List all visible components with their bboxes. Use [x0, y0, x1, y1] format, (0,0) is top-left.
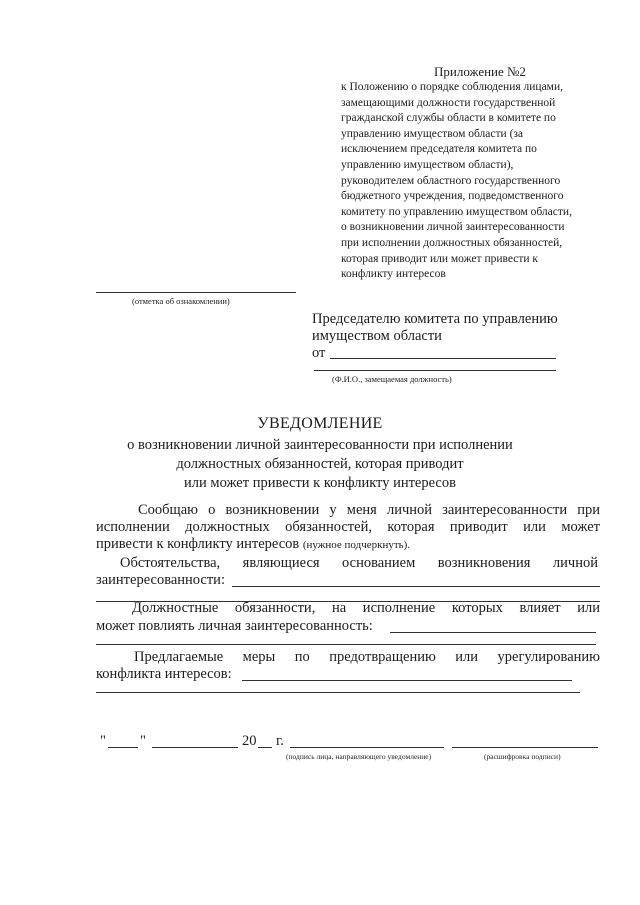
from-label: от [312, 345, 326, 361]
appendix-line: конфликту интересов [341, 268, 446, 281]
appendix-line: к Положению о порядке соблюдения лицами, [341, 81, 563, 93]
ack-line [96, 292, 296, 293]
p3-field-2 [96, 644, 596, 645]
appendix-title: Приложение №2 [434, 64, 526, 79]
addressee-line2: имуществом области [312, 328, 442, 344]
subtitle-line: о возникновении личной заинтересованности при исполнении [127, 437, 513, 453]
ack-caption: (отметка об ознакомлении) [132, 296, 230, 306]
appendix-line: о возникновении личной заинтересованности [341, 221, 565, 234]
appendix-line: при исполнении должностных обязанностей, [341, 236, 563, 249]
addressee-line1: Председателю комитета по управлению [312, 311, 558, 327]
signature-field [290, 747, 444, 748]
appendix-line: замещающими должности государственной [341, 96, 556, 109]
notice-title: УВЕДОМЛЕНИЕ [257, 415, 383, 432]
p4-field [242, 680, 572, 681]
appendix-line: управлению имуществом области (за [341, 127, 524, 140]
subtitle-line: или может привести к конфликту интересов [184, 475, 456, 491]
from-field-2 [314, 370, 556, 371]
p4-line2: конфликта интересов: [96, 666, 232, 682]
p2-line1: Обстоятельства, являющиеся основанием возникновения личной [120, 555, 598, 571]
year-field [258, 747, 272, 748]
date-quote-open: " [100, 733, 106, 749]
date-quote-close: " [140, 733, 146, 749]
p1-line3 [96, 536, 410, 553]
subtitle-line: должностных обязанностей, которая приводит [176, 456, 464, 472]
p1-line1: Сообщаю о возникновении у меня личной заинтересованности при [138, 502, 600, 518]
p4-field-2 [96, 692, 580, 693]
p2-field [232, 586, 600, 587]
appendix-line: исключением председателя комитета по [341, 143, 537, 156]
p1-text: привести к конфликту интересов [96, 536, 300, 552]
appendix-line: бюджетного учреждения, подведомственного [341, 190, 564, 203]
decode-caption: (расшифровка подписи) [484, 752, 561, 761]
addressee-caption: (Ф.И.О., замещаемая должность) [332, 374, 452, 384]
appendix-line: руководителем областного государственного [341, 174, 561, 187]
year-prefix: 20 [242, 733, 257, 749]
p3-line2: может повлиять личная заинтересованность: [96, 618, 373, 634]
appendix-text [341, 80, 572, 283]
date-month-field [152, 747, 238, 748]
appendix-line: управлению имуществом области), [341, 158, 514, 171]
p4-line1: Предлагаемые меры по предотвращению или урегулированию [134, 649, 600, 665]
appendix-line: комитету по управлению имуществом области, [341, 205, 572, 218]
signature-caption: (подпись лица, направляющего уведомление) [286, 752, 432, 761]
decode-field [452, 747, 598, 748]
p3-field [390, 632, 596, 633]
notice-subtitle [0, 436, 640, 493]
appendix-line: гражданской службы области в комитете по [341, 112, 556, 125]
appendix-line: которая приводит или может привести к [341, 252, 538, 265]
from-field [330, 358, 556, 359]
date-day-field [108, 747, 138, 748]
p2-line2: заинтересованности: [96, 572, 225, 588]
p1-note: (нужное подчеркнуть). [302, 539, 411, 551]
p1-line2: исполнении должностных обязанностей, которая приводит или может [96, 519, 600, 535]
year-suffix: г. [276, 733, 284, 749]
p3-line1: Должностные обязанности, на исполнение которых влияет или [132, 600, 600, 616]
